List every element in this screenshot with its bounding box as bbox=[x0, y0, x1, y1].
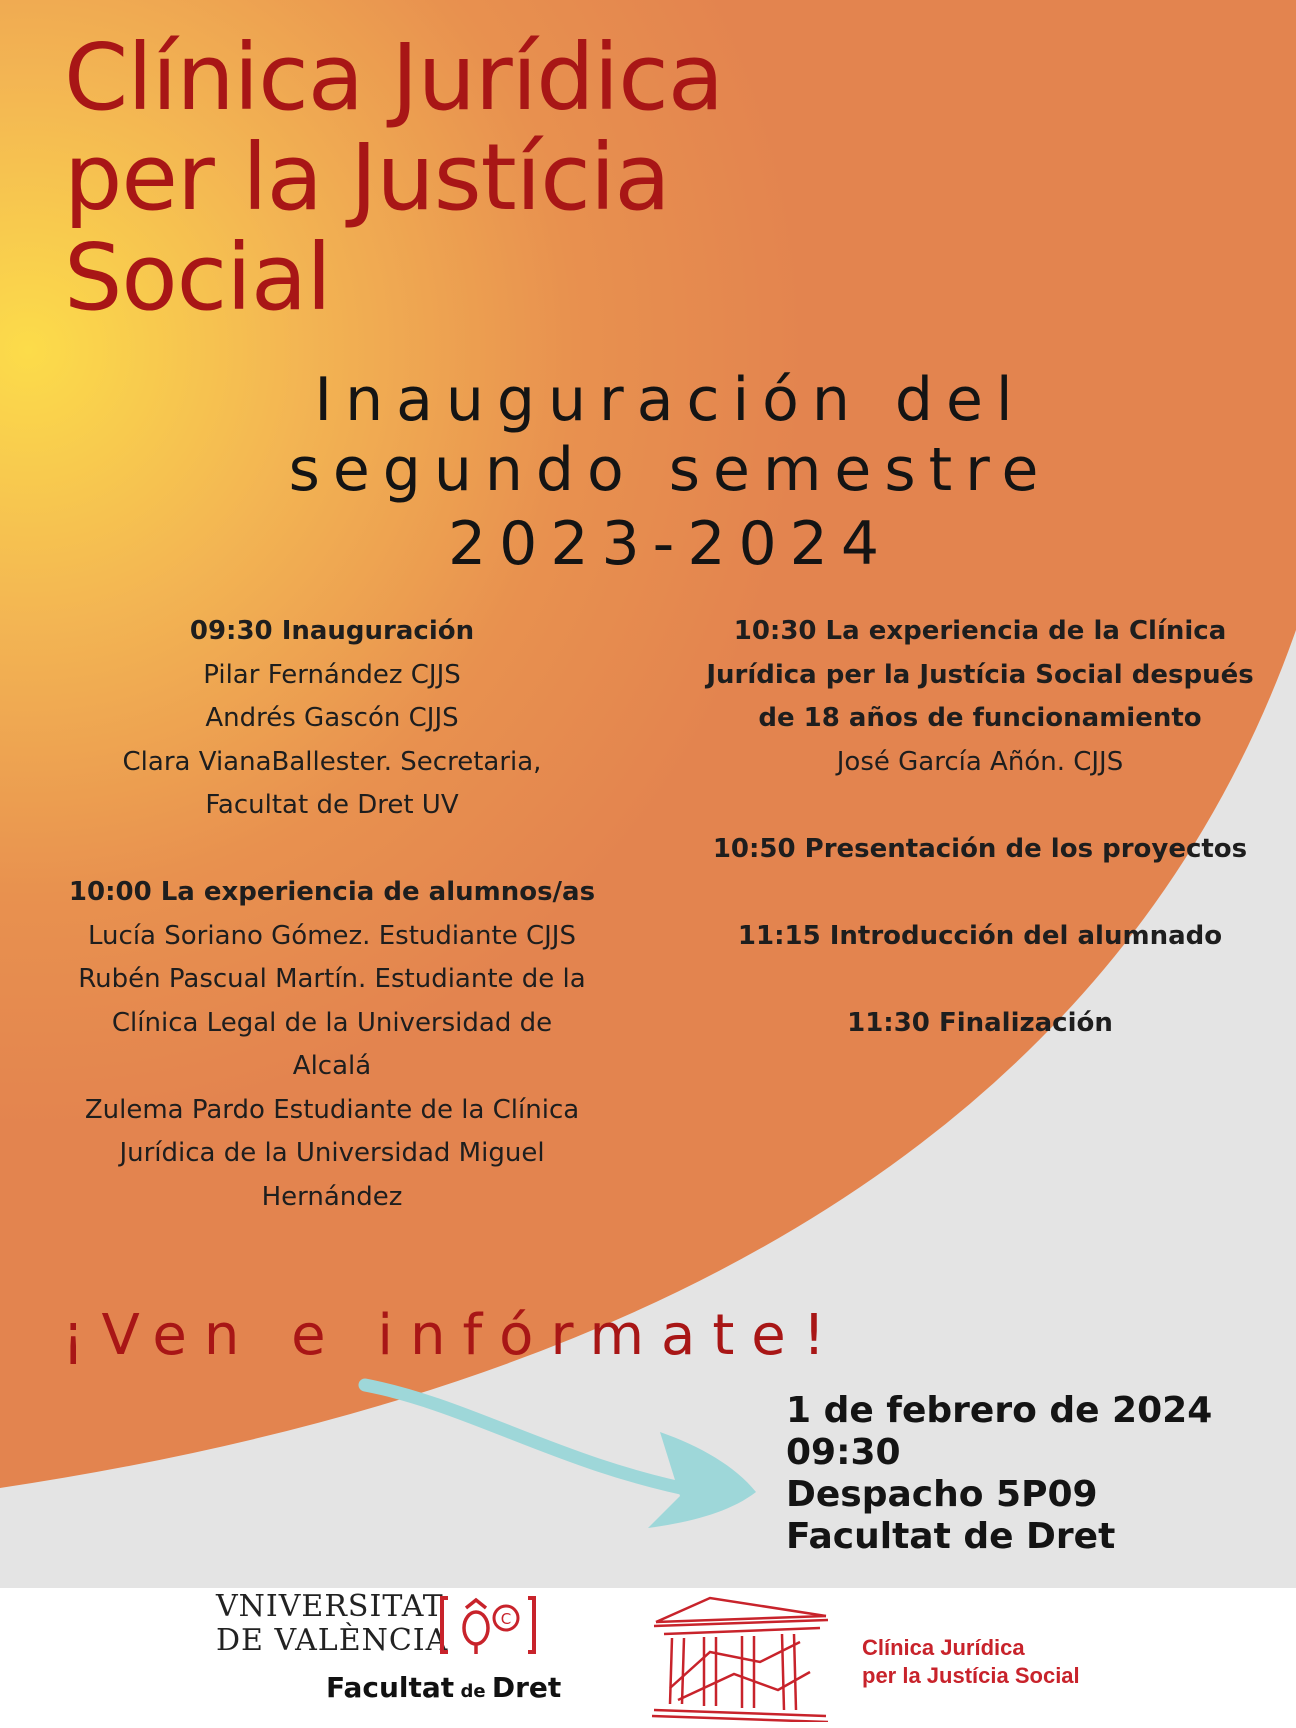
uv-name-line-2: DE VALÈNCIA bbox=[216, 1623, 449, 1658]
program-item-heading: Jurídica per la Justícia Social después bbox=[706, 659, 1254, 690]
speaker-line: Clínica Legal de la Universidad de bbox=[111, 1007, 553, 1038]
poster-title-line-1: Clínica Jurídica bbox=[64, 24, 724, 131]
clinic-name-line-1: Clínica Jurídica bbox=[862, 1635, 1025, 1660]
clinic-name-line-2: per la Justícia Social bbox=[862, 1663, 1080, 1688]
program-item: 10:50 Presentación de los proyectos bbox=[712, 833, 1248, 864]
spacer bbox=[30, 828, 634, 872]
spacer bbox=[672, 871, 1288, 915]
faculty-word: Dret bbox=[491, 1671, 562, 1704]
program-item: 11:15 Introducción del alumnado bbox=[737, 920, 1223, 951]
poster-title-line-2: per la Justícia bbox=[64, 124, 670, 231]
program-item-heading: 10:30 La experiencia de la Clínica bbox=[733, 616, 1227, 646]
speaker-line: Facultat de Dret UV bbox=[205, 790, 459, 820]
subtitle-line-2: segundo semestre bbox=[288, 435, 1052, 505]
spacer bbox=[672, 958, 1288, 1002]
speaker-line: Pilar Fernández CJJS bbox=[203, 659, 461, 690]
speaker-line: Zulema Pardo Estudiante de la Clínica bbox=[84, 1094, 580, 1125]
event-time: 09:30 bbox=[786, 1432, 901, 1473]
program-item-heading: 10:00 La experiencia de alumnos/as bbox=[68, 877, 596, 907]
program-left-column bbox=[30, 610, 634, 1219]
program-right-column bbox=[672, 610, 1288, 1045]
university-seal-icon bbox=[438, 1594, 538, 1658]
program-item: 11:30 Finalización bbox=[847, 1007, 1113, 1038]
subtitle-line-1: Inauguración del bbox=[314, 365, 1026, 435]
speaker-line: Hernández bbox=[261, 1181, 403, 1212]
svg-text:C: C bbox=[500, 1610, 512, 1628]
poster-title-line-3: Social bbox=[64, 224, 331, 331]
event-place: Facultat de Dret bbox=[786, 1516, 1116, 1557]
subtitle-year: 2023-2024 bbox=[447, 509, 893, 579]
speaker-line: Andrés Gascón CJJS bbox=[205, 703, 459, 733]
speaker-line: Lucía Soriano Gómez. Estudiante CJJS bbox=[88, 920, 576, 951]
faculty-word: Facultat bbox=[326, 1671, 455, 1704]
event-details bbox=[786, 1390, 1212, 1558]
program-item-heading: de 18 años de funcionamiento bbox=[758, 703, 1202, 733]
event-date: 1 de febrero de 2024 bbox=[786, 1390, 1213, 1431]
faculty-name bbox=[326, 1670, 561, 1710]
event-room: Despacho 5P09 bbox=[786, 1474, 1098, 1515]
speaker-line: José García Añón. CJJS bbox=[836, 746, 1124, 777]
classical-building-icon bbox=[650, 1592, 830, 1722]
call-to-action: ¡Ven e infórmate! bbox=[62, 1303, 843, 1368]
footer-logos bbox=[0, 1588, 1296, 1728]
speaker-line: Rubén Pascual Martín. Estudiante de la bbox=[78, 964, 586, 994]
faculty-connector: de bbox=[454, 1681, 492, 1702]
speaker-line: Clara VianaBallester. Secretaria, bbox=[122, 746, 542, 777]
speaker-line: Alcalá bbox=[292, 1051, 372, 1081]
program-item-heading: 09:30 Inauguración bbox=[189, 616, 475, 646]
speaker-line: Jurídica de la Universidad Miguel bbox=[119, 1138, 545, 1168]
uv-name-line-1: VNIVERSITAT bbox=[216, 1589, 444, 1624]
spacer bbox=[672, 784, 1288, 828]
